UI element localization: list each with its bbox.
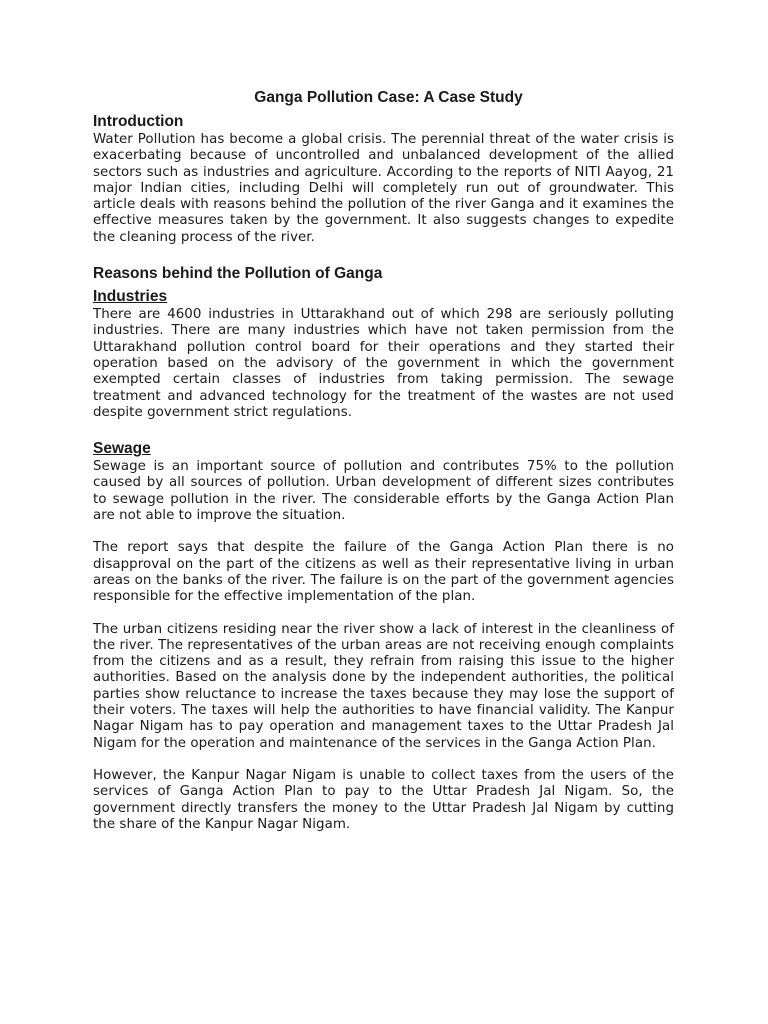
spacer — [93, 246, 674, 264]
sewage-paragraph-4: However, the Kanpur Nagar Nigam is unable to collect taxes from the users of the services of Ganga Action Plan to pay to the Uttar Pradesh Jal Nigam. So, the government directly transfers the money to the Uttar Pradesh Jal Nigam by cutting the share of the Kanpur Nagar Nigam. — [93, 767, 674, 832]
document-page — [93, 88, 674, 833]
spacer — [93, 752, 674, 768]
spacer — [93, 606, 674, 622]
reasons-heading: Reasons behind the Pollution of Ganga — [93, 265, 383, 283]
sewage-paragraph-3: The urban citizens residing near the river show a lack of interest in the cleanliness of the river. The representatives of the urban areas are not receiving enough complaints from the citizens and as a result, they refrain from raising this issue to the higher authorities. Based on the analysis done by the independent authorities, the political parties show reluctance to increase the taxes because they may lose the support of their voters. The taxes will help the authorities to have financial validity. The Kanpur Nagar Nigam has to pay operation and management taxes to the Uttar Pradesh Jal Nigam for the operation and maintenance of the services in the Ganga Action Plan. — [93, 621, 674, 751]
sewage-paragraph-1: Sewage is an important source of pollution and contributes 75% to the pollution caused by all sources of pollution. Urban development of different sizes contributes to sewage pollution in the river. The considerable efforts by the Ganga Action Plan are not able to improve the situation. — [93, 459, 674, 524]
document-title: Ganga Pollution Case: A Case Study — [254, 89, 523, 106]
introduction-heading: Introduction — [93, 113, 184, 130]
sewage-heading: Sewage — [93, 440, 151, 458]
introduction-paragraph: Water Pollution has become a global crisis. The perennial threat of the water crisis is exacerbating because of uncontrolled and unbalanced development of the allied sectors such as industries and agriculture. According to the reports of NITI Aayog, 21 major Indian cities, including Delhi will completely run out of groundwater. This article deals with reasons behind the pollution of the river Ganga and it examines the effective measures taken by the government. It also suggests changes to expedite the cleaning process of the river. — [93, 132, 674, 245]
industries-paragraph: There are 4600 industries in Uttarakhand out of which 298 are seriously polluting industries. There are many industries which have not taken permission from the Uttarakhand pollution control board for their operations and they started their operation based on the advisory of the government in which the government exempted certain classes of industries from taking permission. The sewage treatment and advanced technology for the treatment of the wastes are not used despite government strict regulations. — [93, 307, 674, 420]
industries-heading: Industries — [93, 288, 168, 306]
spacer — [93, 421, 674, 439]
spacer — [93, 524, 674, 540]
sewage-paragraph-2: The report says that despite the failure of the Ganga Action Plan there is no disapproval on the part of the citizens as well as their representative living in urban areas on the banks of the river. The failure is on the part of the government agencies responsible for the effective implementation of the plan. — [93, 540, 674, 605]
